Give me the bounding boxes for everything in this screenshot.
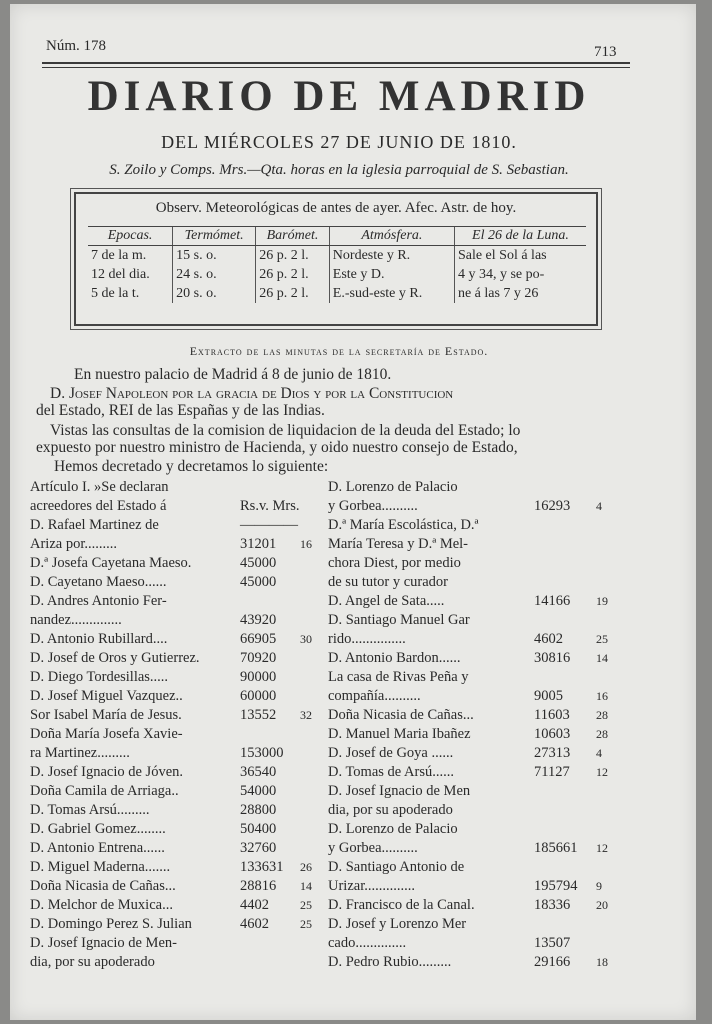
creditor-name: D. Lorenzo de Palacio [328, 479, 458, 495]
creditor-row [328, 801, 618, 820]
creditor-row [328, 554, 618, 573]
creditor-maravedis: 28 [596, 727, 608, 741]
creditor-name: D. Lorenzo de Palacio [328, 821, 458, 837]
creditor-row [30, 516, 330, 535]
creditor-row [30, 535, 330, 554]
creditor-amount: 45000 [240, 555, 277, 571]
issue-number: Núm. 178 [46, 38, 106, 54]
meteo-cell: 26 p. 2 l. [256, 246, 330, 266]
creditor-name: D. Josef y Lorenzo Mer [328, 916, 467, 932]
creditor-amount: 43920 [240, 612, 277, 628]
creditor-amount: 10603 [534, 726, 571, 742]
creditor-maravedis: 20 [596, 898, 608, 912]
creditor-row [30, 497, 330, 516]
creditor-maravedis: 26 [300, 860, 312, 874]
creditor-name: D. Miguel Maderna....... [30, 859, 171, 875]
meteo-cell: 5 de la t. [91, 286, 140, 301]
creditor-maravedis: 30 [300, 632, 312, 646]
meteo-cell: 4 y 34, y se po- [454, 265, 586, 284]
meteo-row [88, 246, 586, 266]
creditor-name: rido............... [328, 631, 406, 647]
creditor-row [328, 687, 618, 706]
creditor-row [30, 934, 330, 953]
creditor-name: D. Josef Ignacio de Men [328, 783, 471, 799]
creditor-row [328, 478, 618, 497]
creditor-row [328, 896, 618, 915]
creditor-amount: 32760 [240, 840, 277, 856]
creditor-row [30, 573, 330, 592]
creditor-name: Artículo I. »Se declaran [30, 479, 169, 495]
col-header-barometro: Barómet. [256, 227, 330, 246]
creditor-row [328, 858, 618, 877]
meteo-cell: Este y D. [329, 265, 454, 284]
creditor-row [328, 820, 618, 839]
masthead-title: DIARIO DE MADRID [87, 73, 591, 120]
creditor-amount: 13552 [240, 707, 277, 723]
creditor-row [30, 896, 330, 915]
intro-consultas-line-2: expuesto por nuestro ministro de Hacienda, y oido nuestro consejo de Estado, [36, 439, 518, 456]
creditor-amount: Rs.v. Mrs. [240, 498, 300, 514]
meteo-cell: 24 s. o. [173, 265, 256, 284]
creditor-name: D. Angel de Sata..... [328, 593, 445, 609]
meteo-cell: ne á las 7 y 26 [454, 284, 586, 303]
creditor-name: D. Cayetano Maeso...... [30, 574, 167, 590]
creditor-name: D. Francisco de la Canal. [328, 897, 475, 913]
creditor-name: Doña Nicasia de Cañas... [328, 707, 474, 723]
creditor-maravedis: 28 [596, 708, 608, 722]
creditor-maravedis: 18 [596, 955, 608, 969]
creditor-name: D. Gabriel Gomez........ [30, 821, 166, 837]
creditor-row [30, 953, 330, 972]
creditor-name: D. Andres Antonio Fer- [30, 593, 167, 609]
creditor-name: La casa de Rivas Peña y [328, 669, 469, 685]
meteorological-table-box [74, 192, 598, 326]
creditor-name: y Gorbea.......... [328, 840, 418, 856]
creditor-amount: ———— [240, 517, 298, 533]
creditor-row [30, 611, 330, 630]
creditor-maravedis: 12 [596, 765, 608, 779]
meteo-cell: 26 p. 2 l. [256, 284, 330, 303]
creditor-name: D. Tomas Arsú......... [30, 802, 150, 818]
creditor-name: Doña María Josefa Xavie- [30, 726, 183, 742]
meteorological-heading: Observ. Meteorológicas de antes de ayer. Afec. Astr. de hoy. [155, 200, 517, 216]
meteo-cell: Sale el Sol á las [454, 246, 586, 266]
creditor-amount: 60000 [240, 688, 277, 704]
creditor-amount: 30816 [534, 650, 571, 666]
creditor-name: D. Josef Miguel Vazquez.. [30, 688, 183, 704]
creditor-maravedis: 25 [300, 917, 312, 931]
header-rule [42, 62, 630, 68]
creditor-name: D. Manuel Maria Ibañez [328, 726, 471, 742]
creditor-row [30, 744, 330, 763]
creditor-row [30, 858, 330, 877]
creditor-name: D. Santiago Manuel Gar [328, 612, 470, 628]
creditor-amount: 153000 [240, 745, 284, 761]
meteo-cell: 20 s. o. [173, 284, 256, 303]
creditor-row [328, 497, 618, 516]
creditor-row [30, 649, 330, 668]
creditor-amount: 66905 [240, 631, 277, 647]
creditor-name: cado.............. [328, 935, 407, 951]
creditor-row [328, 725, 618, 744]
creditor-row [30, 820, 330, 839]
creditor-amount: 185661 [534, 840, 578, 856]
creditor-row [328, 592, 618, 611]
creditor-name: D. Antonio Entrena...... [30, 840, 165, 856]
creditor-row [30, 630, 330, 649]
creditor-amount: 90000 [240, 669, 277, 685]
col-header-termometro: Termómet. [173, 227, 256, 246]
creditor-name: D. Josef de Goya ...... [328, 745, 454, 761]
creditor-maravedis: 16 [300, 537, 312, 551]
meteo-cell: 15 s. o. [173, 246, 256, 266]
creditor-row [30, 725, 330, 744]
creditor-maravedis: 4 [596, 499, 602, 513]
creditor-row [30, 801, 330, 820]
creditor-row [328, 953, 618, 972]
creditor-amount: 45000 [240, 574, 277, 590]
extract-heading: Extracto de las minutas de la secretaría de Estado. [189, 344, 489, 358]
creditor-name: D. Santiago Antonio de [328, 859, 465, 875]
creditor-row [328, 934, 618, 953]
intro-king-line-1: D. Josef Napoleon por la gracia de Dios y por la Constitucion [50, 385, 454, 402]
creditor-name: D. Rafael Martinez de [30, 517, 159, 533]
meteo-cell: E.-sud-este y R. [329, 284, 454, 303]
creditor-maravedis: 12 [596, 841, 608, 855]
intro-place-date: En nuestro palacio de Madrid á 8 de junio de 1810. [74, 366, 392, 383]
creditor-row [328, 630, 618, 649]
creditor-amount: 9005 [534, 688, 563, 704]
creditor-row [30, 478, 330, 497]
creditor-amount: 28816 [240, 878, 277, 894]
creditor-row [328, 611, 618, 630]
creditor-amount: 31201 [240, 536, 277, 552]
creditor-maravedis: 4 [596, 746, 602, 760]
creditor-name: D.ª Josefa Cayetana Maeso. [30, 555, 192, 571]
creditor-name: Sor Isabel María de Jesus. [30, 707, 182, 723]
creditor-name: y Gorbea.......... [328, 498, 418, 514]
creditor-row [328, 915, 618, 934]
creditors-left-column [30, 478, 330, 972]
creditor-row [328, 668, 618, 687]
creditor-amount: 195794 [534, 878, 578, 894]
creditor-row [328, 706, 618, 725]
creditor-name: D. Domingo Perez S. Julian [30, 916, 192, 932]
creditor-amount: 18336 [534, 897, 571, 913]
meteo-cell: 7 de la m. [91, 248, 147, 263]
creditor-name: de su tutor y curador [328, 574, 448, 590]
creditor-name: D. Tomas de Arsú...... [328, 764, 454, 780]
creditor-row [30, 706, 330, 725]
newspaper-page [10, 4, 696, 1020]
creditor-amount: 4402 [240, 897, 269, 913]
creditor-name: dia, por su apoderado [328, 802, 453, 818]
creditor-row [328, 782, 618, 801]
meteo-cell: 26 p. 2 l. [256, 265, 330, 284]
col-header-atmosfera: Atmósfera. [329, 227, 454, 246]
creditor-row [30, 763, 330, 782]
creditors-right-column [328, 478, 618, 972]
creditor-name: D. Melchor de Muxica... [30, 897, 173, 913]
creditor-name: D. Josef Ignacio de Jóven. [30, 764, 184, 780]
meteo-cell: Nordeste y R. [329, 246, 454, 266]
saints-of-day: S. Zoilo y Comps. Mrs.—Qta. horas en la iglesia parroquial de S. Sebastian. [109, 162, 569, 178]
creditor-amount: 27313 [534, 745, 571, 761]
creditor-maravedis: 14 [596, 651, 608, 665]
creditor-name: acreedores del Estado á [30, 498, 167, 514]
creditor-amount: 54000 [240, 783, 277, 799]
creditor-name: compañía.......... [328, 688, 421, 704]
creditor-name: Urizar.............. [328, 878, 415, 894]
creditor-row [30, 592, 330, 611]
creditor-row [328, 877, 618, 896]
creditor-name: D. Josef Ignacio de Men- [30, 935, 177, 951]
creditor-amount: 11603 [534, 707, 570, 723]
creditor-row [30, 554, 330, 573]
creditor-name: D. Diego Tordesillas..... [30, 669, 169, 685]
creditor-maravedis: 32 [300, 708, 312, 722]
creditor-row [30, 687, 330, 706]
creditor-amount: 71127 [534, 764, 570, 780]
creditor-amount: 14166 [534, 593, 571, 609]
meteo-cell: 12 del dia. [91, 267, 150, 282]
creditor-name: D.ª María Escolástica, D.ª [328, 517, 479, 533]
creditor-name: ra Martinez......... [30, 745, 130, 761]
creditor-name: chora Diest, por medio [328, 555, 461, 571]
creditor-row [328, 763, 618, 782]
col-header-luna: El 26 de la Luna. [454, 227, 586, 246]
creditor-maravedis: 25 [596, 632, 608, 646]
creditor-amount: 50400 [240, 821, 277, 837]
creditor-row [30, 877, 330, 896]
creditor-amount: 4602 [240, 916, 269, 932]
creditor-maravedis: 9 [596, 879, 602, 893]
creditor-maravedis: 25 [300, 898, 312, 912]
creditor-name: D. Josef de Oros y Gutierrez. [30, 650, 200, 666]
creditor-row [30, 839, 330, 858]
meteo-row [88, 265, 586, 284]
creditor-amount: 16293 [534, 498, 571, 514]
page-number: 713 [594, 44, 617, 60]
creditor-name: D. Pedro Rubio......... [328, 954, 452, 970]
creditor-amount: 70920 [240, 650, 277, 666]
creditor-row [328, 573, 618, 592]
intro-consultas-line-1: Vistas las consultas de la comision de liquidacion de la deuda del Estado; lo [50, 422, 521, 439]
creditor-maravedis: 16 [596, 689, 608, 703]
creditor-row [328, 744, 618, 763]
intro-decree: Hemos decretado y decretamos lo siguiente: [54, 458, 329, 475]
creditor-maravedis: 19 [596, 594, 608, 608]
creditor-name: María Teresa y D.ª Mel- [328, 536, 469, 552]
creditor-row [328, 516, 618, 535]
creditor-name: nandez.............. [30, 612, 122, 628]
intro-king-line-2: del Estado, REI de las Españas y de las Indias. [36, 402, 325, 419]
creditor-row [328, 649, 618, 668]
creditor-row [30, 915, 330, 934]
creditor-name: Doña Nicasia de Cañas... [30, 878, 176, 894]
creditor-amount: 28800 [240, 802, 277, 818]
creditor-maravedis: 14 [300, 879, 312, 893]
creditor-amount: 29166 [534, 954, 571, 970]
creditor-row [328, 839, 618, 858]
meteo-row [88, 284, 586, 303]
creditor-row [328, 535, 618, 554]
issue-date: DEL MIÉRCOLES 27 DE JUNIO DE 1810. [161, 132, 517, 152]
creditor-amount: 13507 [534, 935, 571, 951]
creditor-amount: 133631 [240, 859, 284, 875]
creditor-name: D. Antonio Rubillard.... [30, 631, 168, 647]
creditor-row [30, 668, 330, 687]
creditor-name: dia, por su apoderado [30, 954, 155, 970]
meteorological-table [88, 226, 586, 303]
col-header-epocas: Epocas. [88, 227, 173, 246]
creditor-name: D. Antonio Bardon...... [328, 650, 461, 666]
creditor-amount: 36540 [240, 764, 277, 780]
creditor-name: Ariza por......... [30, 536, 117, 552]
creditor-name: Doña Camila de Arriaga.. [30, 783, 179, 799]
creditor-row [30, 782, 330, 801]
creditor-amount: 4602 [534, 631, 563, 647]
